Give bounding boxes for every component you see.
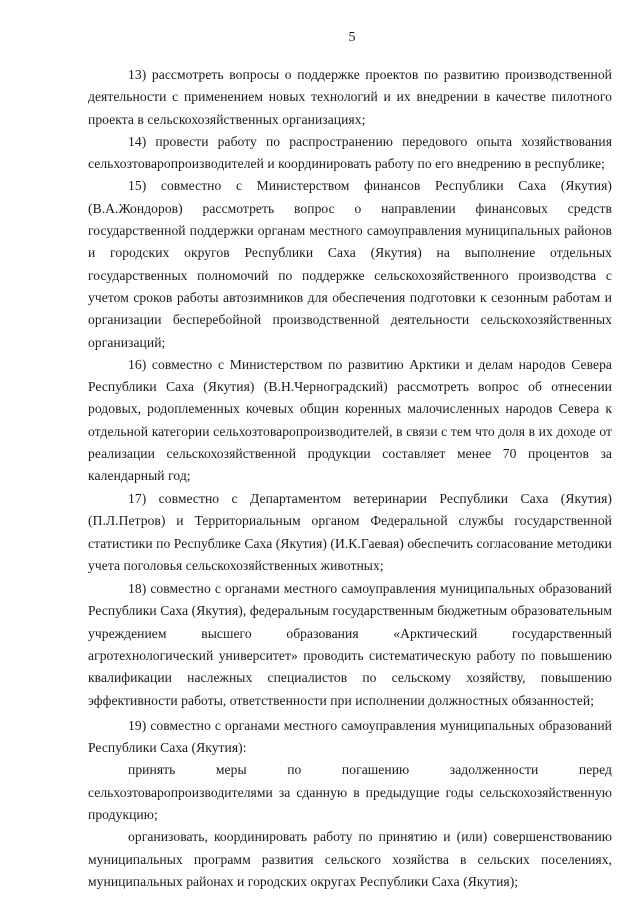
paragraph-item-19-subitem-debt: принять меры по погашению задолженности перед сельхозтоваропроизводителями за сданную в предыдущие годы сельскохозяйственную продукцию; — [88, 762, 612, 822]
paragraph-item-19-subitem-programs: организовать, координировать работу по принятию и (или) совершенствованию муниципальных программ развития сельского хозяйства в сельских поселениях, муниципальных районах и городских округах Республики Саха (Якутия); — [88, 829, 612, 889]
paragraph-item-14: 14) провести работу по распространению передового опыта хозяйствования сельхозтоваропроизводителей и координировать работу по его внедрению в республике; — [88, 133, 612, 172]
paragraph-item-18: 18) совместно с органами местного самоуправления муниципальных образований Республики Саха (Якутия), федеральным государственным бюджетным образовательным учреждением высшего образования «Арктический государственный агротехнологический университет» проводить систематическую работу по повышению квалификации наслежных специалистов по сельскому хозяйству, повышению эффективности работы, ответственности при исполнении должностных обязанностей; — [88, 581, 612, 708]
paragraph-item-15: 15) совместно с Министерством финансов Республики Саха (Якутия) (В.А.Жондоров) рассмотреть вопрос о направлении финансовых средств государственной поддержки органам местного самоуправления муниципальных районов и городских округов Республики Саха (Якутия) на выполнение отдельных государственных полномочий по поддержке сельскохозяйственного производства с учетом сроков работы автозимников для обеспечения подготовки к сезонным работам и организации бесперебойной производственной деятельности сельскохозяйственных организаций; — [88, 178, 612, 350]
paragraph-item-17: 17) совместно с Департаментом ветеринарии Республики Саха (Якутия) (П.Л.Петров) и Территориальным органом Федеральной службы государственной статистики по Республике Саха (Якутия) (И.К.Гаевая) обеспечить согласование методики учета поголовья сельскохозяйственных животных; — [88, 490, 612, 574]
page-number: 5 — [348, 30, 356, 45]
paragraph-item-16: 16) совместно с Министерством по развитию Арктики и делам народов Севера Республики Саха (Якутия) (В.Н.Черноградский) рассмотреть вопрос об отнесении родовых, родоплеменных кочевых общин коренных малочисленных народов Севера к отдельной категории сельхозтоваропроизводителей, в связи с тем что доля в их доходе от реализации сельскохозяйственной продукции составляет менее 70 процентов за календарный год; — [88, 356, 612, 484]
paragraph-item-13: 13) рассмотреть вопросы о поддержке проектов по развитию производственной деятельности с применением новых технологий и их внедрении в качестве пилотного проекта в сельскохозяйственных организациях; — [88, 67, 612, 127]
paragraph-item-19: 19) совместно с органами местного самоуправления муниципальных образований Республики Саха (Якутия): — [88, 717, 612, 756]
